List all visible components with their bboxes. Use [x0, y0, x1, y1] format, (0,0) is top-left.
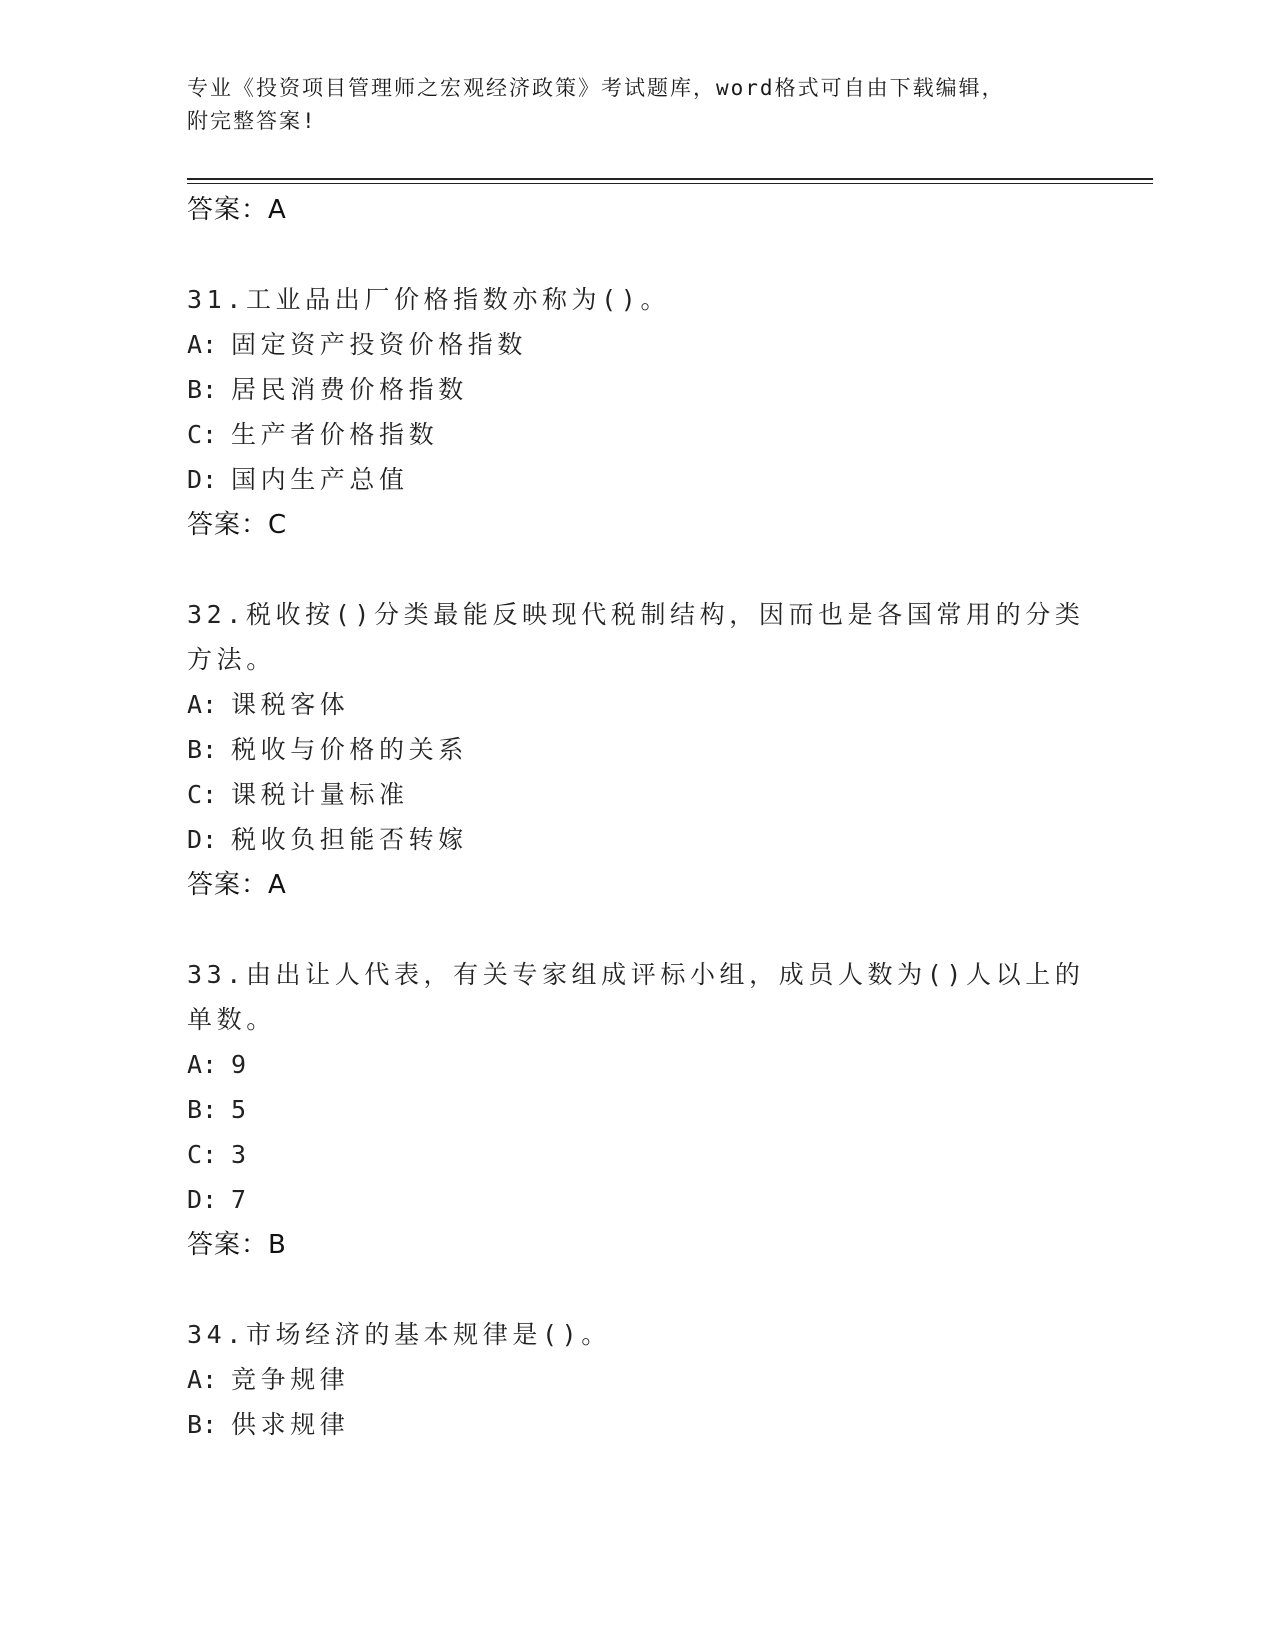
- option-d: [187, 817, 1087, 862]
- question-item: [187, 952, 1087, 1268]
- option-key: A:: [187, 330, 218, 359]
- answer-line: [187, 502, 1087, 548]
- option-text: 9: [231, 1050, 251, 1079]
- option-text: 5: [231, 1095, 251, 1124]
- question-item: [187, 1312, 1087, 1447]
- option-text: 7: [231, 1185, 251, 1214]
- option-a: [187, 682, 1087, 727]
- option-d: [187, 457, 1087, 502]
- document-header: [187, 72, 1067, 138]
- option-key: C:: [187, 1140, 218, 1169]
- header-line-1: 专业《投资项目管理师之宏观经济政策》考试题库，word格式可自由下载编辑，: [187, 76, 1005, 100]
- header-line-2: 附完整答案!: [187, 109, 317, 133]
- option-b: [187, 1087, 1087, 1132]
- question-stem: 32.税收按()分类最能反映现代税制结构，因而也是各国常用的分类方法。: [187, 600, 1085, 674]
- answer-value: B: [268, 1230, 287, 1260]
- answer-value: A: [268, 870, 287, 900]
- option-text: 竞争规律: [231, 1365, 350, 1394]
- answer-label: 答案：: [187, 870, 269, 900]
- question-list: [187, 187, 1087, 1447]
- option-key: D:: [187, 825, 218, 854]
- option-b: [187, 727, 1087, 772]
- option-text: 税收负担能否转嫁: [231, 825, 468, 854]
- option-b: [187, 1402, 1087, 1447]
- option-key: A:: [187, 1365, 218, 1394]
- answer-label: 答案：: [187, 510, 269, 540]
- option-key: C:: [187, 420, 218, 449]
- answer-value: C: [268, 510, 288, 540]
- option-a: [187, 1357, 1087, 1402]
- option-key: B:: [187, 375, 218, 404]
- option-text: 3: [231, 1140, 251, 1169]
- option-key: B:: [187, 735, 218, 764]
- answer-value: A: [268, 195, 287, 225]
- answer-line: [187, 862, 1087, 908]
- option-c: [187, 412, 1087, 457]
- option-key: D:: [187, 465, 218, 494]
- option-c: [187, 772, 1087, 817]
- header-divider-thick: [187, 178, 1153, 180]
- question-item: [187, 277, 1087, 548]
- answer-label: 答案：: [187, 1230, 269, 1260]
- option-text: 固定资产投资价格指数: [231, 330, 528, 359]
- answer-line: [187, 1222, 1087, 1268]
- header-divider-thin: [187, 183, 1153, 184]
- question-stem: 31.工业品出厂价格指数亦称为()。: [187, 285, 671, 314]
- option-text: 居民消费价格指数: [231, 375, 468, 404]
- option-key: D:: [187, 1185, 218, 1214]
- option-key: A:: [187, 1050, 218, 1079]
- option-text: 课税客体: [231, 690, 350, 719]
- option-key: B:: [187, 1095, 218, 1124]
- option-text: 生产者价格指数: [231, 420, 439, 449]
- option-a: [187, 322, 1087, 367]
- option-text: 国内生产总值: [231, 465, 409, 494]
- question-item: [187, 592, 1087, 908]
- answer-label: 答案：: [187, 195, 269, 225]
- option-text: 课税计量标准: [231, 780, 409, 809]
- option-key: A:: [187, 690, 218, 719]
- option-c: [187, 1132, 1087, 1177]
- option-d: [187, 1177, 1087, 1222]
- answer-line: [187, 187, 1087, 233]
- question-stem: 33.由出让人代表，有关专家组成评标小组，成员人数为()人以上的单数。: [187, 960, 1085, 1034]
- option-key: B:: [187, 1410, 218, 1439]
- option-text: 税收与价格的关系: [231, 735, 468, 764]
- option-b: [187, 367, 1087, 412]
- option-a: [187, 1042, 1087, 1087]
- option-key: C:: [187, 780, 218, 809]
- question-stem: 34.市场经济的基本规律是()。: [187, 1320, 611, 1349]
- option-text: 供求规律: [231, 1410, 350, 1439]
